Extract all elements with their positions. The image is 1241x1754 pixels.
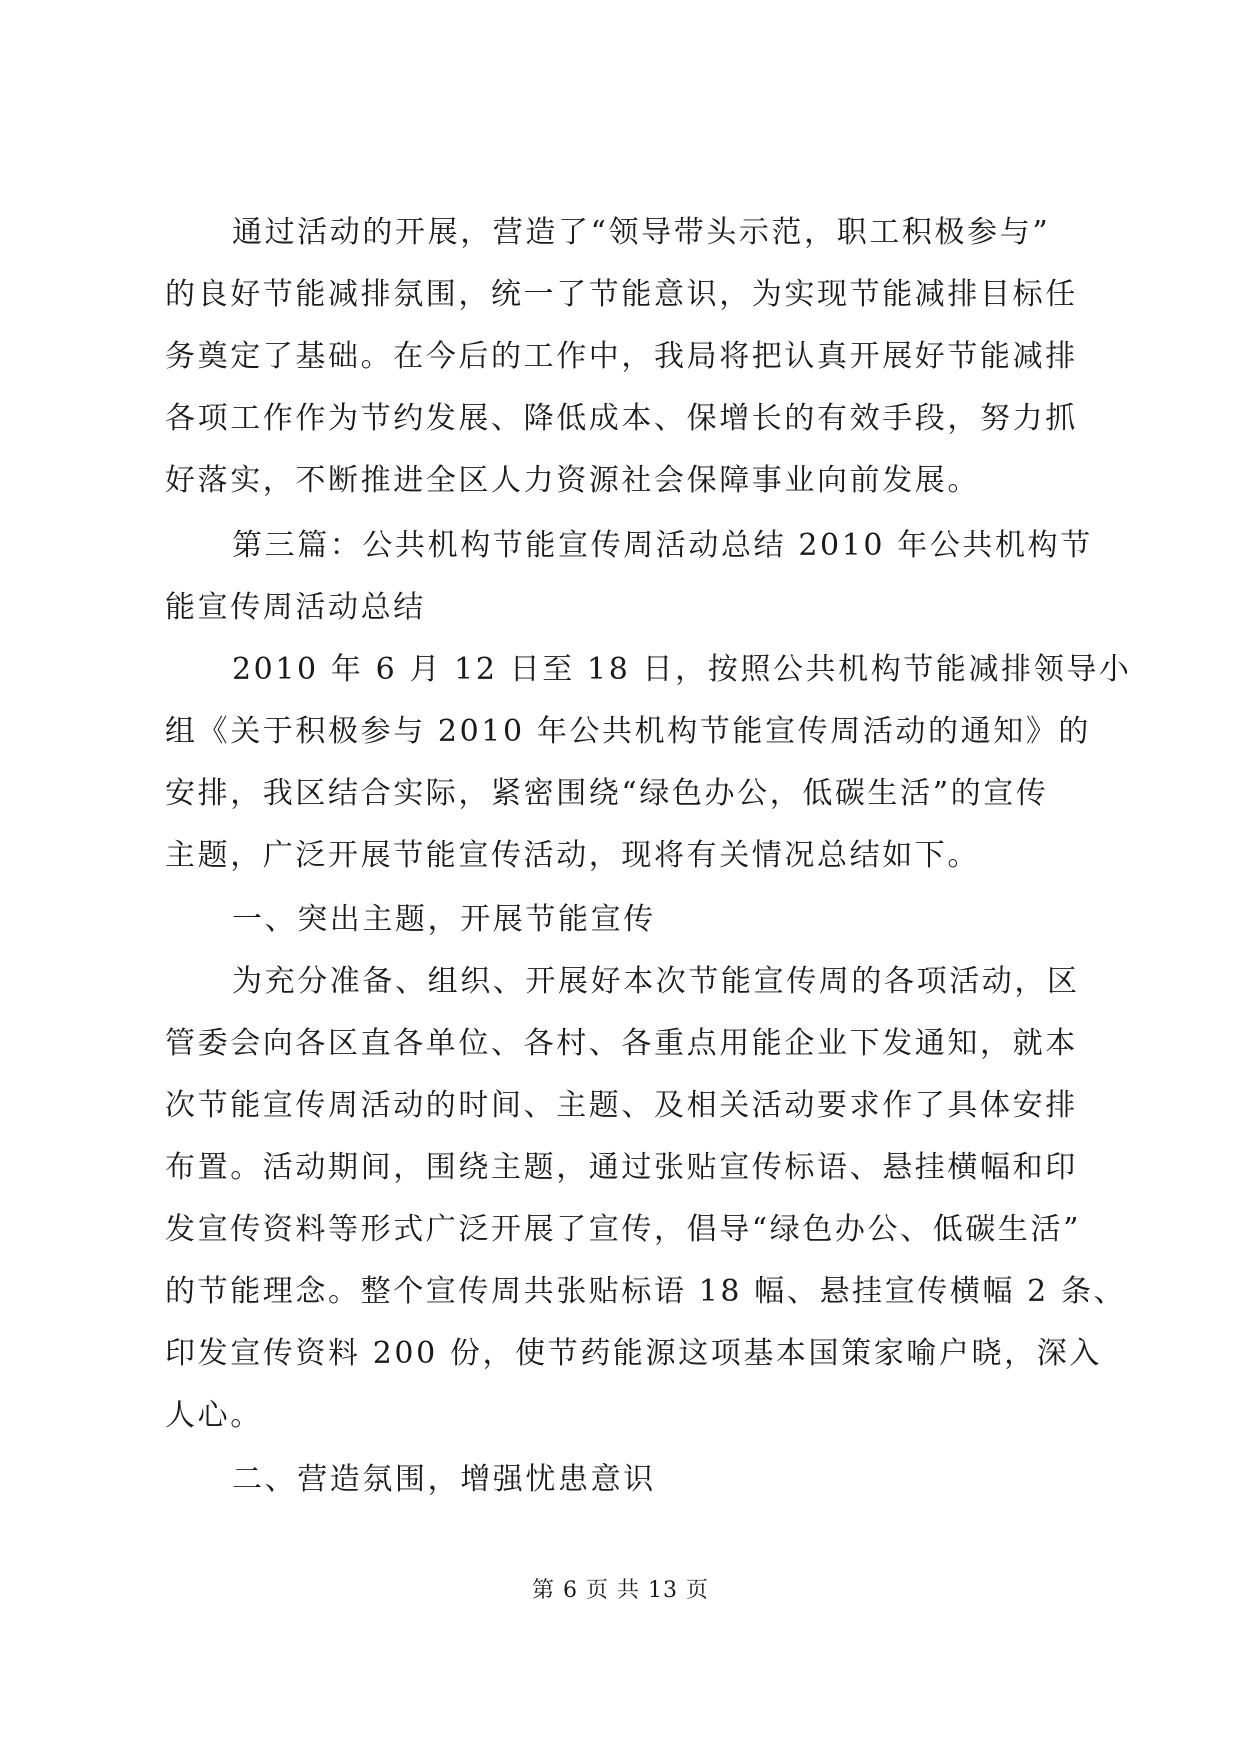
- page-footer: 第 6 页 共 13 页: [532, 1578, 709, 1603]
- paragraph-line: 各项工作作为节约发展、降低成本、保增长的有效手段，努力抓: [165, 401, 1078, 436]
- paragraph-line: 务奠定了基础。在今后的工作中，我局将把认真开展好节能减排: [165, 339, 1078, 374]
- paragraph-line: 通过活动的开展，营造了“领导带头示范，职工积极参与”: [232, 215, 1051, 250]
- paragraph-line: 管委会向各区直各单位、各村、各重点用能企业下发通知，就本: [165, 1026, 1078, 1061]
- paragraph-line: 组《关于积极参与 2010 年公共机构节能宣传周活动的通知》的: [165, 714, 1092, 749]
- paragraph-line: 的节能理念。整个宣传周共张贴标语 18 幅、悬挂宣传横幅 2 条、: [165, 1274, 1127, 1309]
- paragraph-line: 2010 年 6 月 12 日至 18 日，按照公共机构节能减排领导小: [232, 652, 1132, 687]
- section-heading-line: 第三篇：公共机构节能宣传周活动总结 2010 年公共机构节: [232, 528, 1093, 563]
- section-heading-line: 能宣传周活动总结: [165, 590, 426, 625]
- paragraph-line: 次节能宣传周活动的时间、主题、及相关活动要求作了具体安排: [165, 1088, 1078, 1123]
- paragraph-line: 布置。活动期间，围绕主题，通过张贴宣传标语、悬挂横幅和印: [165, 1150, 1078, 1185]
- subheading-line: 一、突出主题，开展节能宣传: [232, 902, 656, 937]
- paragraph-line: 印发宣传资料 200 份，使节药能源这项基本国策家喻户晓，深入: [165, 1336, 1102, 1371]
- paragraph-line: 主题，广泛开展节能宣传活动，现将有关情况总结如下。: [165, 838, 980, 873]
- paragraph-line: 人心。: [165, 1398, 263, 1433]
- paragraph-line: 好落实，不断推进全区人力资源社会保障事业向前发展。: [165, 463, 980, 498]
- paragraph-line: 安排，我区结合实际，紧密围绕“绿色办公，低碳生活”的宣传: [165, 776, 1049, 811]
- paragraph-line: 发宣传资料等形式广泛开展了宣传，倡导“绿色办公、低碳生活”: [165, 1212, 1082, 1247]
- subheading-line: 二、营造氛围，增强忧患意识: [232, 1462, 656, 1497]
- paragraph-line: 的良好节能减排氛围，统一了节能意识，为实现节能减排目标任: [165, 277, 1078, 312]
- paragraph-line: 为充分准备、组织、开展好本次节能宣传周的各项活动，区: [232, 964, 1080, 999]
